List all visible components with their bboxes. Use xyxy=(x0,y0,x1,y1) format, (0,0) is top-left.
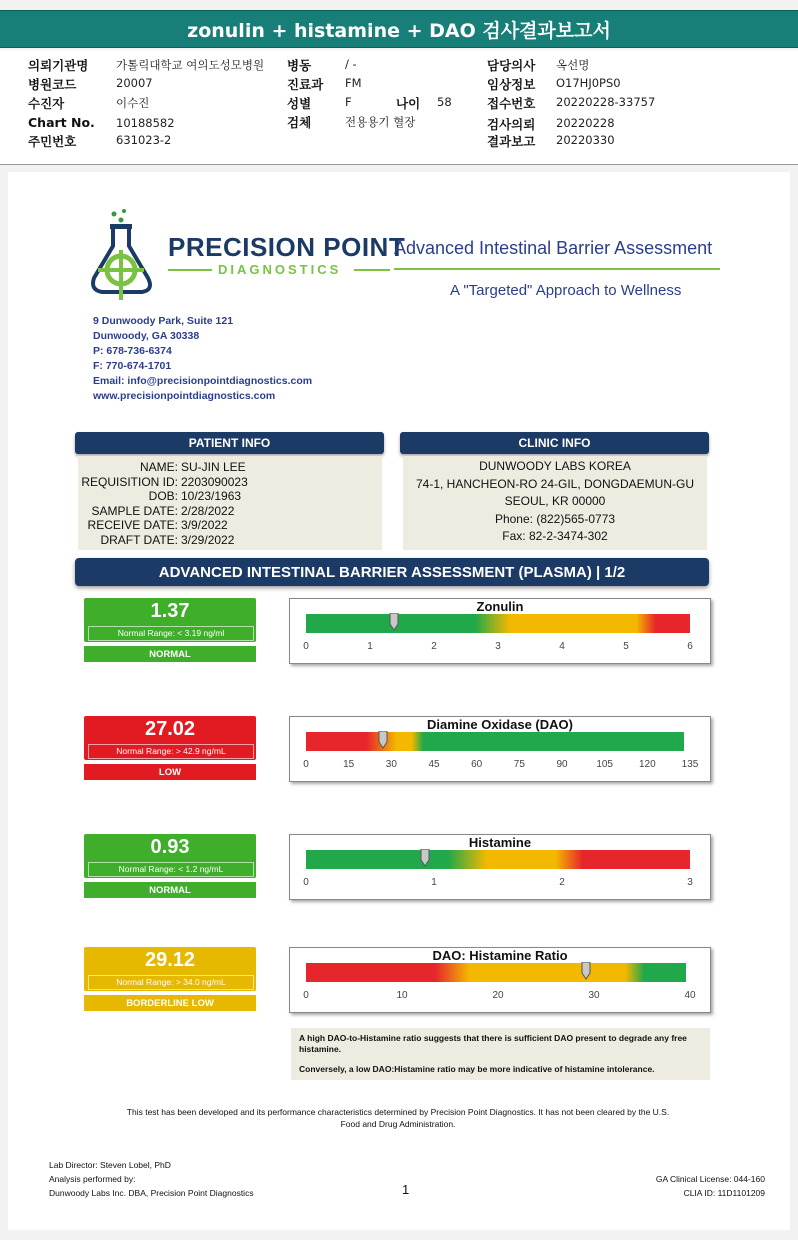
gauge-tick-label: 5 xyxy=(623,641,629,652)
clinic-info-line: 74-1, HANCHEON-RO 24-GIL, DONGDAEMUN-GU xyxy=(415,476,695,491)
gauge-tick-label: 90 xyxy=(556,759,568,770)
sex-value: F xyxy=(345,95,352,109)
gauge-marker-icon xyxy=(378,731,388,749)
normal-range: Normal Range: < 3.19 ng/ml xyxy=(88,626,254,641)
gauge-tick-label: 3 xyxy=(495,641,501,652)
gauge-panel xyxy=(289,947,711,1013)
note-line2: Conversely, a low DAO:Histamine ratio may be more indicative of histamine intolerance. xyxy=(299,1064,655,1074)
gauge-tick-label: 0 xyxy=(303,641,309,652)
request-label: 검사의뢰 xyxy=(487,117,536,132)
gauge-tick-label: 4 xyxy=(559,641,565,652)
patient-info-label: RECEIVE DATE: xyxy=(87,518,178,533)
lab-director: Lab Director: Steven Lobel, PhD xyxy=(49,1160,171,1170)
patient-info-label: REQUISITION ID: xyxy=(81,474,178,489)
ga-license: GA Clinical License: 044-160 xyxy=(655,1174,765,1184)
result-status: NORMAL xyxy=(84,646,256,662)
gauge-tick-label: 1 xyxy=(367,641,373,652)
age-value: 58 xyxy=(437,95,452,109)
hospital-code-value: 20007 xyxy=(116,76,153,90)
result-value-box xyxy=(84,834,256,878)
gauge-tick-label: 60 xyxy=(471,759,483,770)
gauge-title: Histamine xyxy=(468,835,532,850)
clinic-info-panel xyxy=(403,456,707,550)
gauge-scale-bar xyxy=(306,732,684,751)
gauge-tick-label: 2 xyxy=(559,877,565,888)
clinic-info-line: Fax: 82-2-3474-302 xyxy=(502,529,608,543)
logo-rule-left xyxy=(168,269,212,271)
result-value: 29.12 xyxy=(144,949,196,971)
gauge-ticks xyxy=(303,641,693,655)
patient-info-label: DRAFT DATE: xyxy=(100,533,178,547)
sex-label: 성별 xyxy=(287,96,312,111)
logo-subtagline: A "Targeted" Approach to Wellness xyxy=(450,282,682,299)
patient-info-value: 2203090023 xyxy=(181,474,248,489)
patient-info-value: SU-JIN LEE xyxy=(181,460,246,474)
clinical-value: O17HJ0PS0 xyxy=(556,76,621,90)
dept-value: FM xyxy=(345,76,362,90)
patient-info-value: 2/28/2022 xyxy=(181,503,235,518)
ward-label: 병동 xyxy=(287,58,312,73)
ward-value: / - xyxy=(345,57,357,71)
logo-name: PRECISION POINT xyxy=(168,232,406,262)
receipt-value: 20220228-33757 xyxy=(556,95,656,109)
institution-value: 가톨릭대학교 여의도성모병원 xyxy=(116,58,265,72)
age-label: 나이 xyxy=(396,96,421,111)
gauge-tick-label: 45 xyxy=(428,759,440,770)
gauge-marker-icon xyxy=(420,849,430,867)
gauge-tick-label: 0 xyxy=(303,759,309,770)
clinic-info-line: Phone: (822)565-0773 xyxy=(494,511,616,526)
resident-label: 주민번호 xyxy=(28,134,77,149)
chart-value: 10188582 xyxy=(116,116,175,130)
institution-label: 의뢰기관명 xyxy=(28,58,89,73)
lab-address xyxy=(93,314,312,404)
resident-value: 631023-2 xyxy=(116,133,172,147)
gauge-tick-label: 0 xyxy=(303,877,309,888)
address-email: Email: info@precisionpointdiagnostics.com xyxy=(93,375,313,387)
result-value: 1.37 xyxy=(150,600,190,622)
gauge-tick-label: 120 xyxy=(638,759,656,770)
gauge-scale-bar xyxy=(306,963,686,982)
normal-range: Normal Range: > 34.0 ng/mL xyxy=(88,975,254,990)
logo-rule-right xyxy=(354,269,390,271)
address-line1: 9 Dunwoody Park, Suite 121 xyxy=(93,315,234,327)
gauge-tick-label: 40 xyxy=(684,990,696,1001)
gauge-marker-icon xyxy=(581,962,591,980)
gauge-scale-bar xyxy=(306,614,690,633)
patient-value: 이수진 xyxy=(116,96,150,110)
result-value-box xyxy=(84,716,256,760)
gauge-marker-icon xyxy=(389,613,399,631)
gauge-tick-label: 20 xyxy=(492,990,504,1001)
dept-label: 진료과 xyxy=(287,77,324,92)
gauge-tick-label: 105 xyxy=(596,759,613,770)
result-status: BORDERLINE LOW xyxy=(84,995,256,1011)
patient-info-value: 3/29/2022 xyxy=(181,533,235,547)
report-page xyxy=(8,172,790,1230)
patient-info-value: 3/9/2022 xyxy=(181,518,228,533)
clinic-info-heading: CLINIC INFO xyxy=(400,432,709,454)
patient-info-heading: PATIENT INFO xyxy=(75,432,384,454)
page-number: 1 xyxy=(402,1182,410,1197)
tagline-rule xyxy=(394,268,720,270)
clinical-label: 임상정보 xyxy=(487,77,536,92)
address-fax: F: 770-674-1701 xyxy=(93,360,172,372)
gauge-tick-label: 1 xyxy=(431,877,437,888)
logo-sub: DIAGNOSTICS xyxy=(218,262,342,277)
address-web: www.precisionpointdiagnostics.com xyxy=(93,390,276,402)
patient-label: 수진자 xyxy=(28,96,65,111)
patient-info-panel xyxy=(78,456,382,550)
result-value-box xyxy=(84,598,256,642)
gauge-panel xyxy=(289,598,711,664)
specimen-label: 검체 xyxy=(287,115,312,130)
normal-range: Normal Range: < 1.2 ng/mL xyxy=(88,862,254,877)
request-value: 20220228 xyxy=(556,116,615,130)
gauge-title: DAO: Histamine Ratio xyxy=(432,948,568,963)
patient-info-label: NAME: xyxy=(139,460,178,474)
gauge-tick-label: 2 xyxy=(431,641,437,652)
gauge-ticks xyxy=(303,990,696,1004)
doctor-label: 담당의사 xyxy=(487,58,536,73)
gauge-tick-label: 3 xyxy=(687,877,693,888)
gauge-panel xyxy=(289,716,711,782)
analysis-performed: Analysis performed by: xyxy=(49,1174,136,1184)
gauge-panel xyxy=(289,834,711,900)
result-value: 0.93 xyxy=(150,836,190,858)
result-label: 결과보고 xyxy=(487,134,536,149)
specimen-value: 전용용기 혈장 xyxy=(345,115,416,129)
address-line2: Dunwoody, GA 30338 xyxy=(93,330,200,342)
patient-info-label: SAMPLE DATE: xyxy=(91,503,178,518)
receipt-label: 접수번호 xyxy=(487,96,536,111)
report-title: zonulin + histamine + DAO 검사결과보고서 xyxy=(0,10,798,48)
fda-disclaimer: This test has been developed and its performance characteristics determined by Precision Point Diagnostics. It has not been cleared by the U.S. Food and Drug Administration. xyxy=(126,1107,670,1129)
gauge-tick-label: 75 xyxy=(513,759,525,770)
clia-id: CLIA ID: 11D1101209 xyxy=(683,1188,765,1198)
address-phone: P: 678-736-6374 xyxy=(93,345,172,357)
logo-tagline: Advanced Intestinal Barrier Assessment xyxy=(394,238,713,258)
note-line1: A high DAO-to-Histamine ratio suggests that there is sufficient DAO present to degrade any free histamine. xyxy=(299,1033,687,1054)
result-value: 20220330 xyxy=(556,133,615,147)
doctor-value: 옥선명 xyxy=(556,58,590,72)
patient-info-value: 10/23/1963 xyxy=(181,489,242,504)
clinic-info-line: DUNWOODY LABS KOREA xyxy=(479,459,631,473)
result-status: LOW xyxy=(84,764,256,780)
gauge-tick-label: 30 xyxy=(385,759,397,770)
gauge-tick-label: 6 xyxy=(687,641,693,652)
gauge-tick-label: 15 xyxy=(343,759,355,770)
normal-range: Normal Range: > 42.9 ng/mL xyxy=(88,744,254,759)
patient-info-label: DOB: xyxy=(148,489,178,504)
flask-logo-icon xyxy=(84,208,162,304)
gauge-ticks xyxy=(303,759,699,773)
section-title: ADVANCED INTESTINAL BARRIER ASSESSMENT (PLASMA) | 1/2 xyxy=(75,558,709,586)
result-status: NORMAL xyxy=(84,882,256,898)
result-value-box xyxy=(84,947,256,991)
lab-name: Dunwoody Labs Inc. DBA, Precision Point Diagnostics xyxy=(49,1188,254,1198)
report-header xyxy=(0,50,798,165)
gauge-tick-label: 30 xyxy=(588,990,600,1001)
gauge-scale-bar xyxy=(306,850,690,869)
gauge-ticks xyxy=(303,877,693,891)
gauge-title: Diamine Oxidase (DAO) xyxy=(427,717,573,732)
gauge-title: Zonulin xyxy=(476,599,524,614)
gauge-tick-label: 135 xyxy=(681,759,699,770)
chart-label: Chart No. xyxy=(28,115,95,130)
result-value: 27.02 xyxy=(144,718,196,740)
gauge-tick-label: 10 xyxy=(396,990,408,1001)
gauge-tick-label: 0 xyxy=(303,990,309,1001)
ratio-note xyxy=(291,1028,710,1080)
hospital-code-label: 병원코드 xyxy=(28,77,77,92)
clinic-info-line: SEOUL, KR 00000 xyxy=(504,494,606,508)
